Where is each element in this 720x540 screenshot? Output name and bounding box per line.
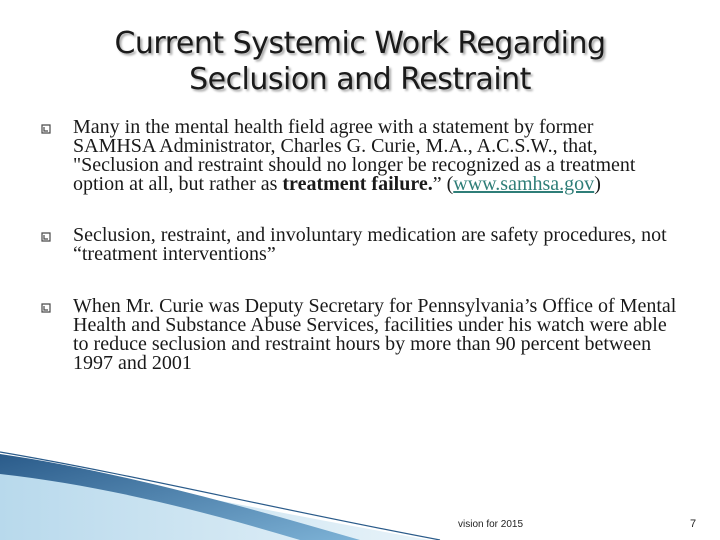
bullet-marker-icon: [40, 123, 52, 135]
bullet-1-text-end: ): [594, 173, 601, 195]
page-title: [60, 26, 660, 98]
bullet-item-2: [40, 226, 680, 264]
bullet-2-text: Seclusion, restraint, and involuntary medication are safety procedures, not “treatment interventions”: [73, 224, 667, 265]
bullet-1-text: Many in the mental health field agree with a statement by former SAMHSA Administrator, Charles G. Curie, M.A., A.C.S.W., that, "Seclusion and restraint should no longer be recognized as a treatment option at all, but rather as: [73, 116, 636, 195]
bullet-item-3: [40, 297, 680, 373]
bullet-marker-icon: [40, 231, 52, 243]
bullet-3-text: When Mr. Curie was Deputy Secretary for Pennsylvania’s Office of Mental Health and Substance Abuse Services, facilities under his watch were able to reduce seclusion and restraint hours by more than 90 percent between 1997 and 2001: [73, 295, 677, 374]
bullet-marker-icon: [40, 302, 52, 314]
bullet-item-1: [40, 118, 680, 194]
title-line-2: Seclusion and Restraint: [189, 62, 531, 97]
bullet-list: [40, 118, 680, 373]
footer-text: vision for 2015: [458, 519, 524, 530]
samhsa-link[interactable]: www.samhsa.gov: [453, 173, 595, 195]
bullet-1-bold: treatment failure.: [282, 173, 433, 195]
decorative-swoosh: [0, 440, 720, 540]
bullet-1-text-after: ” (: [432, 173, 454, 195]
title-line-1: Current Systemic Work Regarding: [114, 26, 606, 61]
page-number: 7: [690, 518, 697, 530]
